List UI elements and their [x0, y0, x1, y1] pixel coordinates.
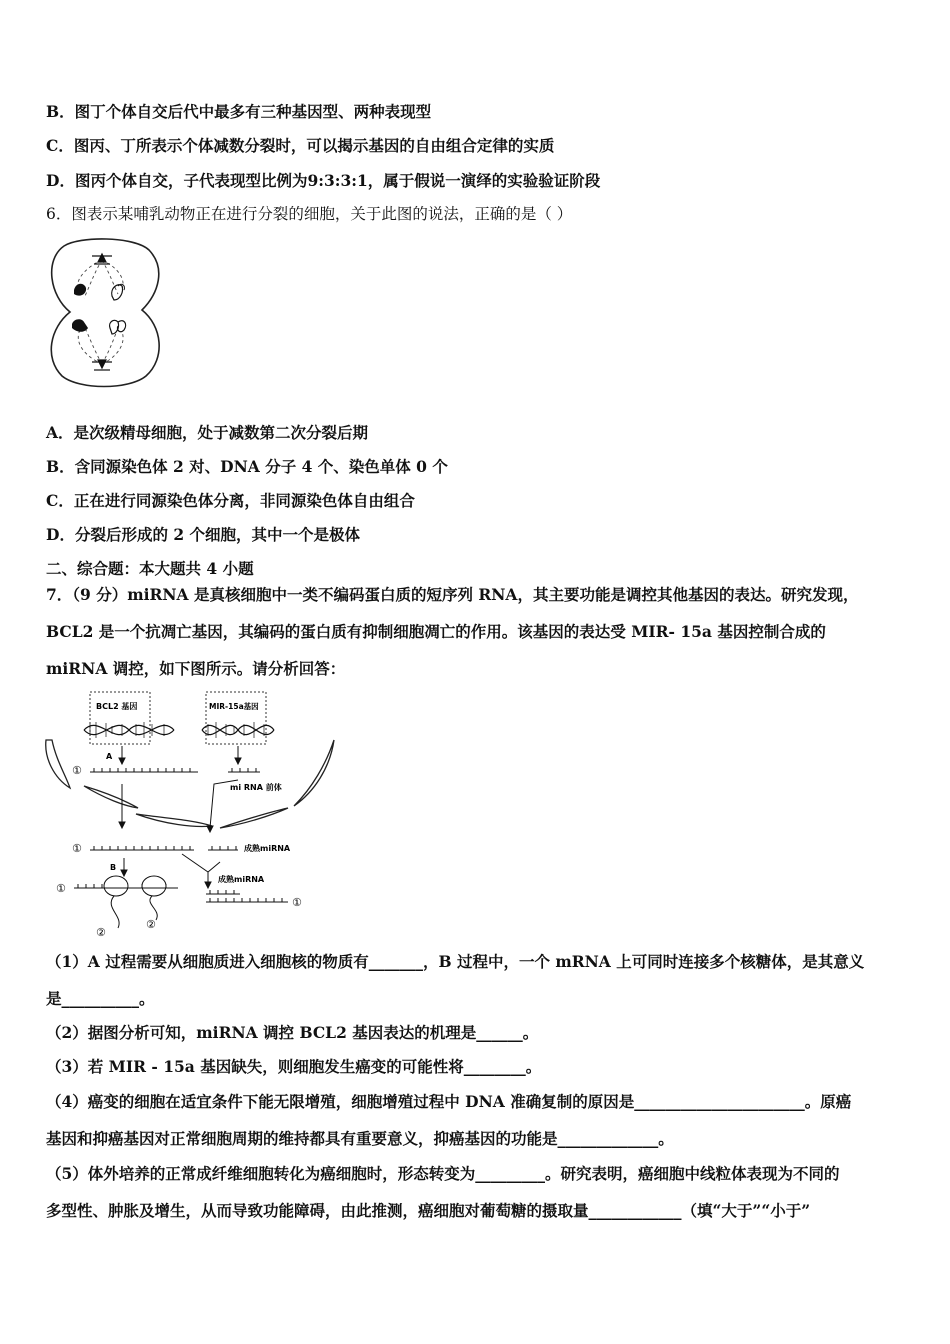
mature-mirna-label-2: 成熟miRNA	[218, 875, 265, 884]
cell-division-figure	[44, 238, 168, 388]
q7-part1-line2: 是__________。	[46, 989, 155, 1008]
q5-option-b: B．图丁个体自交后代中最多有三种基因型、两种表现型	[46, 102, 432, 121]
q6-stem: 6．图表示某哺乳动物正在进行分裂的细胞，关于此图的说法，正确的是（ ）	[46, 205, 573, 223]
label-b: B	[110, 863, 117, 872]
q6-option-c: C．正在进行同源染色体分离，非同源染色体自由组合	[46, 491, 415, 510]
mark-1-top: ①	[72, 764, 82, 777]
bcl2-gene-label: BCL2 基因	[96, 702, 138, 711]
q7-part5-line2: 多型性、肿胀及增生，从而导致功能障碍，由此推测，癌细胞对葡萄糖的摄取量____________（填“大于”“小于”	[46, 1201, 811, 1220]
q7-stem-line2: BCL2 是一个抗凋亡基因，其编码的蛋白质有抑制细胞凋亡的作用。该基因的表达受 MIR- 15a 基因控制合成的	[46, 622, 826, 641]
section-heading: 二、综合题：本大题共 4 小题	[46, 559, 254, 578]
q7-part4-line1: （4）癌变的细胞在适宜条件下能无限增殖，细胞增殖过程中 DNA 准确复制的原因是______________________。原癌	[46, 1092, 852, 1111]
mark-2-right: ②	[146, 918, 156, 931]
spindle-fibers	[77, 260, 123, 364]
q6-option-d: D．分裂后形成的 2 个细胞，其中一个是极体	[46, 525, 361, 544]
chromosomes-bottom	[72, 319, 126, 334]
q7-part4-line2: 基因和抑癌基因对正常细胞周期的维持都具有重要意义，抑癌基因的功能是_____________。	[46, 1129, 674, 1148]
bcl2-gene-box	[90, 692, 150, 744]
q7-part1-line1: （1）A 过程需要从细胞质进入细胞核的物质有_______，B 过程中，一个 mRNA 上可同时连接多个核糖体，是其意义	[46, 952, 865, 971]
q5-option-c: C．图丙、丁所表示个体减数分裂时，可以揭示基因的自由组合定律的实质	[46, 136, 555, 155]
mark-2-left: ②	[96, 926, 106, 939]
q6-option-b: B．含同源染色体 2 对、DNA 分子 4 个、染色单体 0 个	[46, 457, 448, 476]
q6-option-a: A．是次级精母细胞，处于减数第二次分裂后期	[46, 423, 369, 442]
chromosomes-top	[74, 284, 125, 300]
q7-part5-line1: （5）体外培养的正常成纤维细胞转化为癌细胞时，形态转变为_________。研究表明，癌细胞中线粒体表现为不同的	[46, 1164, 840, 1183]
q7-part2: （2）据图分析可知，miRNA 调控 BCL2 基因表达的机理是______。	[46, 1023, 539, 1042]
mark-1-right: ①	[292, 896, 302, 909]
q7-stem-line3: miRNA 调控，如下图所示。请分析回答：	[46, 659, 346, 678]
q7-part3: （3）若 MIR - 15a 基因缺失，则细胞发生癌变的可能性将________。	[46, 1057, 542, 1076]
mark-1-bottom: ①	[56, 882, 66, 895]
q5-option-d: D．图丙个体自交，子代表现型比例为9:3:3:1，属于假说一演绎的实验验证阶段	[46, 171, 601, 190]
mark-1-middle: ①	[72, 842, 82, 855]
centrosome-top	[92, 254, 112, 264]
mirna-precursor-label: mi RNA 前体	[230, 783, 282, 792]
q7-stem-line1: 7．（9 分）miRNA 是真核细胞中一类不编码蛋白质的短序列 RNA，其主要功能是调控其他基因的表达。研究发现，	[46, 585, 859, 604]
mature-mirna-label-1: 成熟miRNA	[244, 844, 291, 853]
centrosome-bottom	[92, 360, 112, 370]
mir-gene-label: MIR-15a基因	[209, 702, 259, 711]
mirna-regulation-diagram	[44, 688, 344, 940]
label-a: A	[106, 752, 113, 761]
mir-gene-box	[206, 692, 266, 744]
